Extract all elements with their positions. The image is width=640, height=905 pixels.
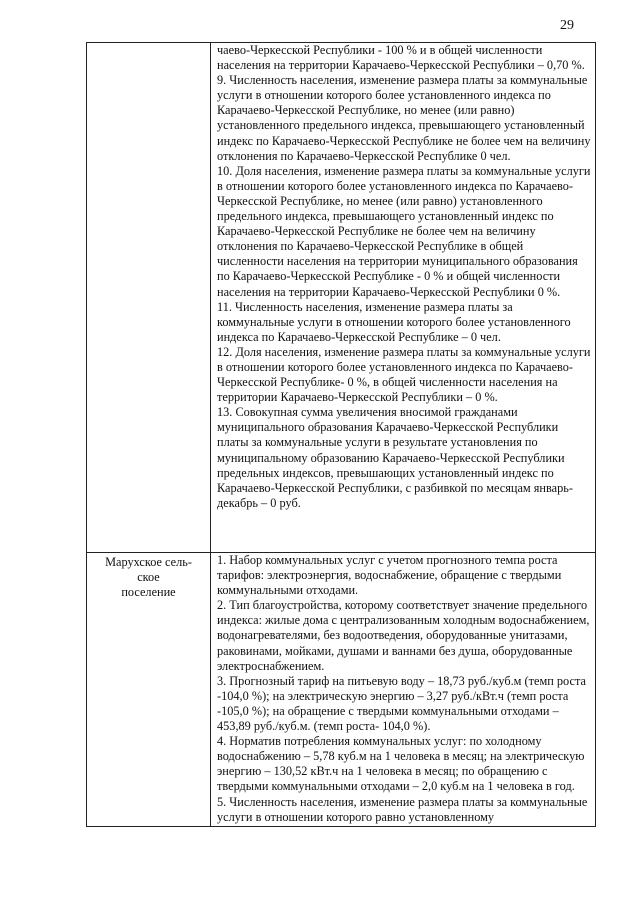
- municipality-cell: [87, 553, 211, 827]
- paragraph: 5. Численность населения, изменение размера платы за коммунальные услуги в отношении которого равно установленному: [217, 794, 588, 824]
- paragraph: 12. Доля населения, изменение размера платы за коммунальные услуги в отношении которого более установленного индекса по Карачаево-Черкесской Республике- 0 %, в общей численности населения на территории Карачаево-Черкесской Республики – 0 %.: [217, 344, 591, 405]
- paragraph: 9. Численность населения, изменение размера платы за коммунальные услуги в отношении которого более установленного индекса по Карачаево-Черкесской Республике, но менее (или равно) установленного предельного индекса, превышающего установленный индекс по Карачаево-Черкесской Республике не более чем на величину отклонения по Карачаево-Черкесской Республике 0 чел.: [217, 73, 591, 163]
- page-number: 29: [560, 18, 574, 33]
- municipality-name: ское: [137, 570, 160, 585]
- paragraph: 4. Норматив потребления коммунальных услуг: по холодному водоснабжению – 5,78 куб.м на 1 человека в месяц; на электрическую энергию – 130,52 кВт.ч на 1 человека в месяц; по обращению с твердыми коммунальными отходами – 2,0 куб.м на 1 человека в год.: [217, 734, 585, 794]
- paragraph: 2. Тип благоустройства, которому соответствует значение предельного индекса: жилые дома с централизованным холодным водоснабжением, водонагревателями, без водоотведения, оборудованные унитазами, раковинами, мойками, душами и ваннами без душа, оборудованные электроснабжением.: [217, 598, 590, 673]
- paragraph: 11. Численность населения, изменение размера платы за коммунальные услуги в отношении которого более установленного индекса по Карачаево-Черкесской Республике – 0 чел.: [217, 299, 571, 344]
- paragraph: 1. Набор коммунальных услуг с учетом прогнозного темпа роста тарифов: электроэнергия, водоснабжение, обращение с твердыми коммунальными отходами.: [217, 553, 562, 598]
- paragraph: чаево-Черкесской Республики - 100 % и в общей численности населения на территории Карачаево-Черкесской Республики – 0,70 %.: [217, 43, 585, 73]
- indices-table: [86, 42, 596, 827]
- paragraph: 10. Доля населения, изменение размера платы за коммунальные услуги в отношении которого более установленного индекса по Карачаево-Черкесской Республике, но менее (или равно) установленного предельного индекса, превышающего установленный индекс по Карачаево-Черкесской Республике не более чем на величину отклонения по Карачаево-Черкесской Республике в общей численности населения на территории муниципального образования по Карачаево-Черкесской Республике - 0 % и общей численности населения на территории Карачаево-Черкесской Республики 0 %.: [217, 163, 591, 299]
- paragraph: 13. Совокупная сумма увеличения вносимой гражданами муниципального образования Карачаево-Черкесской Республики платы за коммунальные услуги в результате установления по муниципальному образованию Карачаево-Черкесской Республики предельных индексов, превышающих установленный индекс по Карачаево-Черкесской Республики, с разбивкой по месяцам январь-декабрь – 0 руб.: [217, 405, 573, 510]
- indicators-cell: [211, 553, 596, 827]
- municipality-name: Марухское сель-: [105, 555, 192, 569]
- municipality-name: поселение: [121, 585, 176, 600]
- table-row: [87, 43, 596, 553]
- paragraph: 3. Прогнозный тариф на питьевую воду – 18,73 руб./куб.м (темп роста -104,0 %); на электрическую энергию – 3,27 руб./кВт.ч (темп роста -105,0 %); на обращение с твердыми коммунальными отходами – 453,89 руб./куб.м. (темп роста- 104,0 %).: [217, 673, 586, 734]
- table-row: [87, 553, 596, 827]
- municipality-cell: [87, 43, 211, 553]
- indicators-cell: [211, 43, 596, 553]
